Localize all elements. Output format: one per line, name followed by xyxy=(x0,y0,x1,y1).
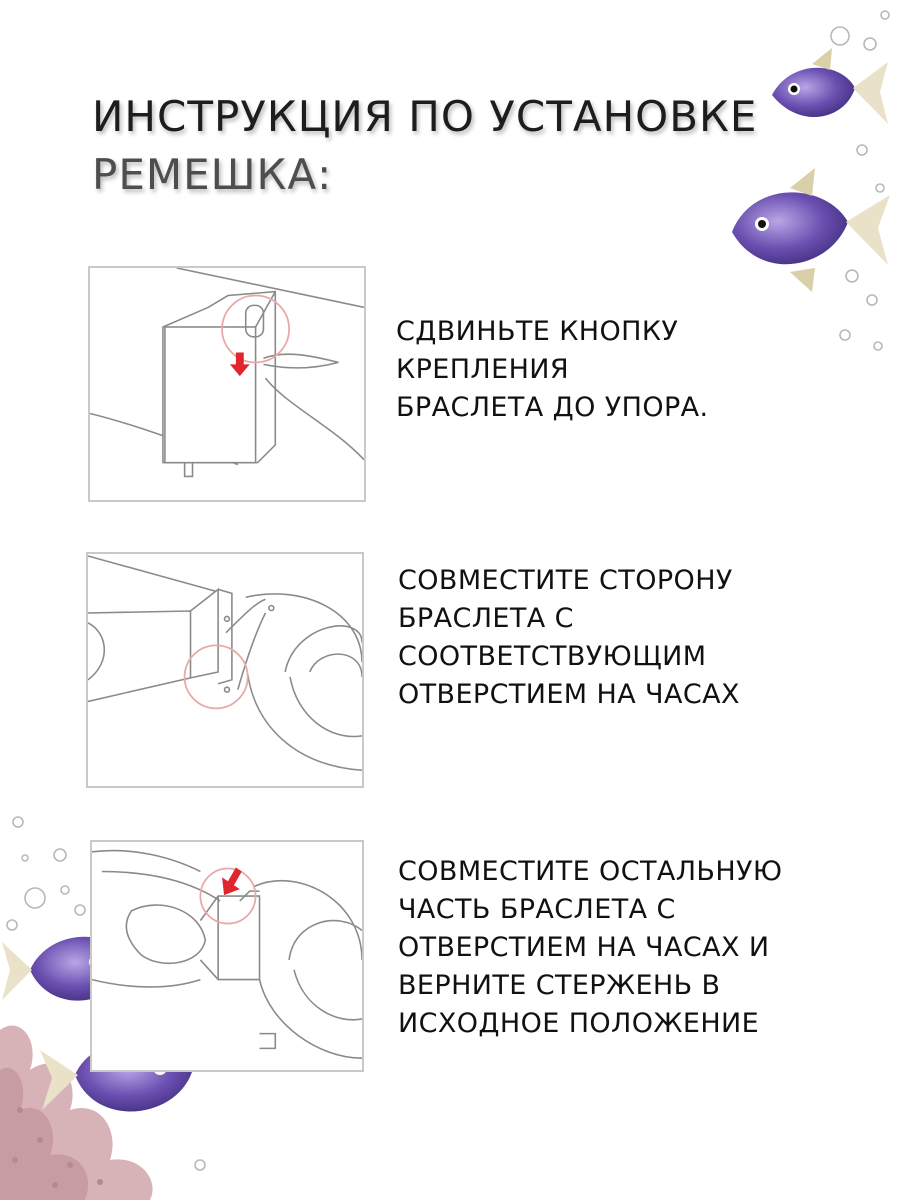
step-3-text xyxy=(398,853,782,1043)
step-2-text xyxy=(398,562,740,714)
step-3-line-2: ЧАСТЬ БРАСЛЕТА С xyxy=(398,894,676,925)
step-3-line-5: ИСХОДНОЕ ПОЛОЖЕНИЕ xyxy=(398,1008,760,1039)
title-line-1: ИНСТРУКЦИЯ ПО УСТАНОВКЕ xyxy=(92,92,758,141)
fish-decoration-top xyxy=(720,0,900,360)
title-line-2: РЕМЕШКА: xyxy=(92,150,333,199)
step-3-line-1: СОВМЕСТИТЕ ОСТАЛЬНУЮ xyxy=(398,856,783,887)
step-1-line-3: БРАСЛЕТА ДО УПОРА. xyxy=(396,392,709,423)
step-2-line-2: БРАСЛЕТА С xyxy=(398,603,574,634)
step-2-line-1: СОВМЕСТИТЕ СТОРОНУ xyxy=(398,565,733,596)
step-3-line-3: ОТВЕРСТИЕМ НА ЧАСАХ И xyxy=(398,932,770,963)
step-1-text xyxy=(396,313,709,427)
page-title xyxy=(92,88,757,204)
step-3-line-4: ВЕРНИТЕ СТЕРЖЕНЬ В xyxy=(398,970,721,1001)
step-2-line-4: ОТВЕРСТИЕМ НА ЧАСАХ xyxy=(398,679,740,710)
step-2-illustration xyxy=(86,552,364,788)
bubbles-icon xyxy=(831,11,889,350)
step-2-line-3: СООТВЕТСТВУЮЩИМ xyxy=(398,641,707,672)
step-1-line-2: КРЕПЛЕНИЯ xyxy=(396,354,570,385)
fish-icon xyxy=(732,168,890,292)
fish-icon xyxy=(772,48,888,124)
step-3-illustration xyxy=(90,840,364,1072)
step-1-line-1: СДВИНЬТЕ КНОПКУ xyxy=(396,316,679,347)
step-1-illustration xyxy=(88,266,366,502)
